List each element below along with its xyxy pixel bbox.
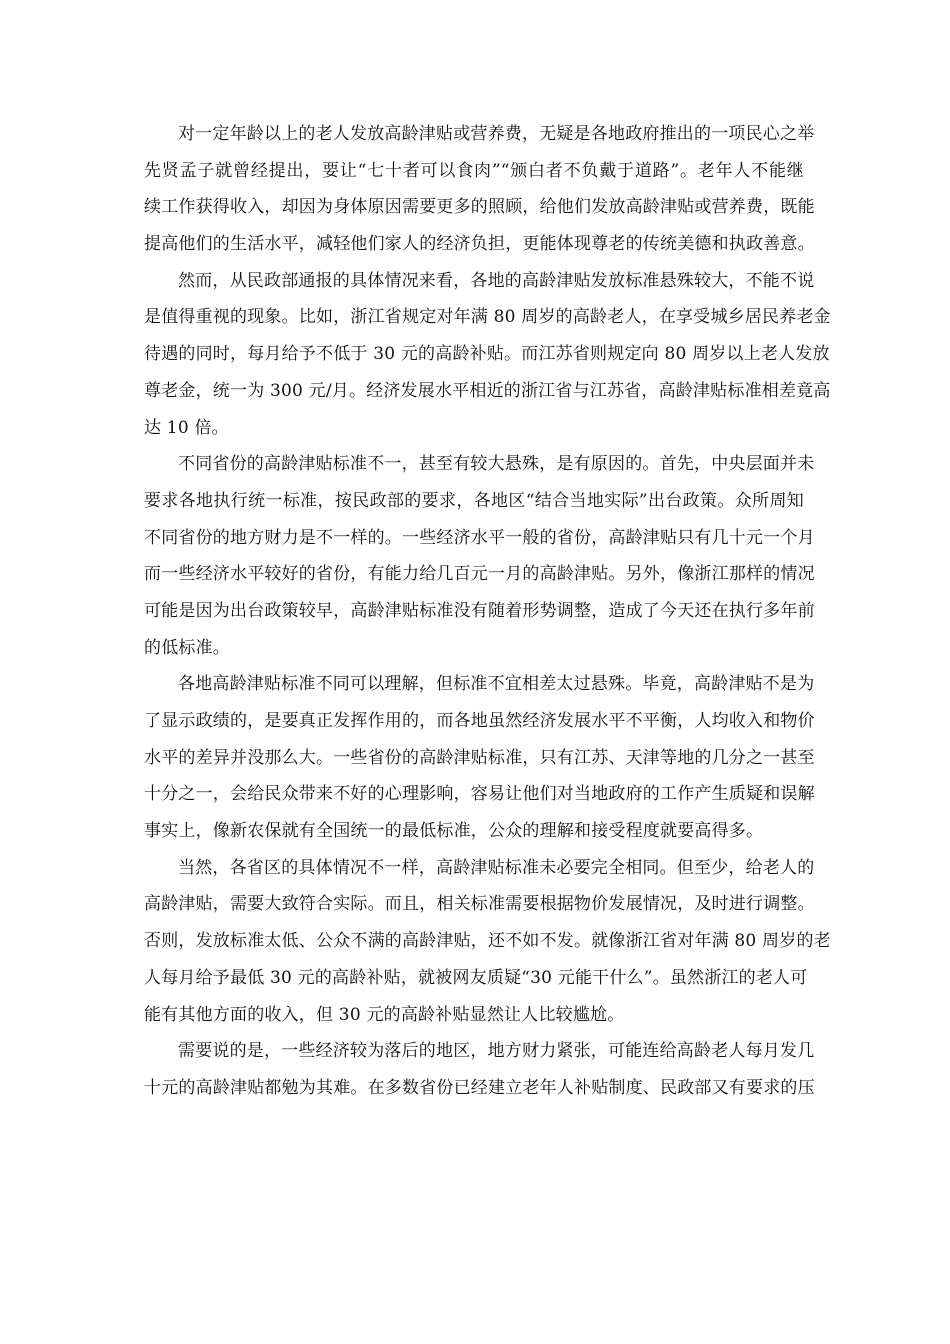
paragraph-1-line-4: 提高他们的生活水平，减轻他们家人的经济负担，更能体现尊老的传统美德和执政善意。 (144, 234, 815, 255)
paragraph-1-line-1: 对一定年龄以上的老人发放高龄津贴或营养费，无疑是各地政府推出的一项民心之举 (178, 124, 815, 144)
paragraph-1-line-2: 先贤孟子就曾经提出，要让“七十者可以食肉”“颁白者不负戴于道路”。老年人不能继 (144, 160, 804, 181)
paragraph-3-line-3: 不同省份的地方财力是不一样的。一些经济水平一般的省份，高龄津贴只有几十元一个月 (144, 527, 815, 548)
paragraph-2-line-2: 是值得重视的现象。比如，浙江省规定对年满 80 周岁的高龄老人，在享受城乡居民养老金 (144, 307, 831, 328)
paragraph-3-line-5: 可能是因为出台政策较早，高龄津贴标准没有随着形势调整，造成了今天还在执行多年前 (144, 600, 815, 621)
paragraph-5-line-3: 否则，发放标准太低、公众不满的高龄津贴，还不如不发。就像浙江省对年满 80 周岁的老 (144, 931, 831, 952)
paragraph-4-line-5: 事实上，像新农保就有全国统一的最低标准，公众的理解和接受程度就要高得多。 (144, 821, 764, 842)
article-body (144, 116, 831, 1107)
paragraph-2-line-4: 尊老金，统一为 300 元/月。经济发展水平相近的浙江省与江苏省，高龄津贴标准相差竟高 (144, 380, 831, 401)
paragraph-5-line-2: 高龄津贴，需要大致符合实际。而且，相关标准需要根据物价发展情况，及时进行调整。 (144, 894, 815, 915)
paragraph-4-line-4: 十分之一，会给民众带来不好的心理影响，容易让他们对当地政府的工作产生质疑和误解 (144, 784, 815, 805)
paragraph-4-line-2: 了显示政绩的，是要真正发挥作用的，而各地虽然经济发展水平不平衡，人均收入和物价 (144, 711, 815, 731)
paragraph-4-line-3: 水平的差异并没那么大。一些省份的高龄津贴标准，只有江苏、天津等地的几分之一甚至 (144, 747, 815, 768)
paragraph-2-line-3: 待遇的同时，每月给予不低于 30 元的高龄补贴。而江苏省则规定向 80 周岁以上老人发放 (144, 344, 830, 365)
paragraph-5-line-1: 当然，各省区的具体情况不一样，高龄津贴标准未必要完全相同。但至少，给老人的 (178, 857, 815, 878)
paragraph-2-line-5: 达 10 倍。 (144, 417, 229, 438)
paragraph-6-line-2: 十元的高龄津贴都勉为其难。在多数省份已经建立老年人补贴制度、民政部又有要求的压 (144, 1077, 815, 1098)
paragraph-3-line-6: 的低标准。 (144, 637, 230, 658)
paragraph-6-line-1: 需要说的是，一些经济较为落后的地区，地方财力紧张，可能连给高龄老人每月发几 (178, 1041, 815, 1062)
paragraph-3-line-2: 要求各地执行统一标准，按民政部的要求，各地区“结合当地实际”出台政策。众所周知 (144, 490, 804, 511)
paragraph-3-line-4: 而一些经济水平较好的省份，有能力给几百元一月的高龄津贴。另外，像浙江那样的情况 (144, 564, 815, 585)
paragraph-3-line-1: 不同省份的高龄津贴标准不一，甚至有较大悬殊，是有原因的。首先，中央层面并未 (178, 454, 815, 475)
paragraph-4-line-1: 各地高龄津贴标准不同可以理解，但标准不宜相差太过悬殊。毕竟，高龄津贴不是为 (178, 674, 815, 695)
paragraph-5-line-4: 人每月给予最低 30 元的高龄补贴，就被网友质疑“30 元能干什么”。虽然浙江的老人可 (144, 967, 808, 988)
paragraph-5-line-5: 能有其他方面的收入，但 30 元的高龄补贴显然让人比较尴尬。 (144, 1004, 625, 1025)
paragraph-1-line-3: 续工作获得收入，却因为身体原因需要更多的照顾，给他们发放高龄津贴或营养费，既能 (144, 197, 815, 218)
paragraph-2-line-1: 然而，从民政部通报的具体情况来看，各地的高龄津贴发放标准悬殊较大，不能不说 (178, 270, 815, 291)
